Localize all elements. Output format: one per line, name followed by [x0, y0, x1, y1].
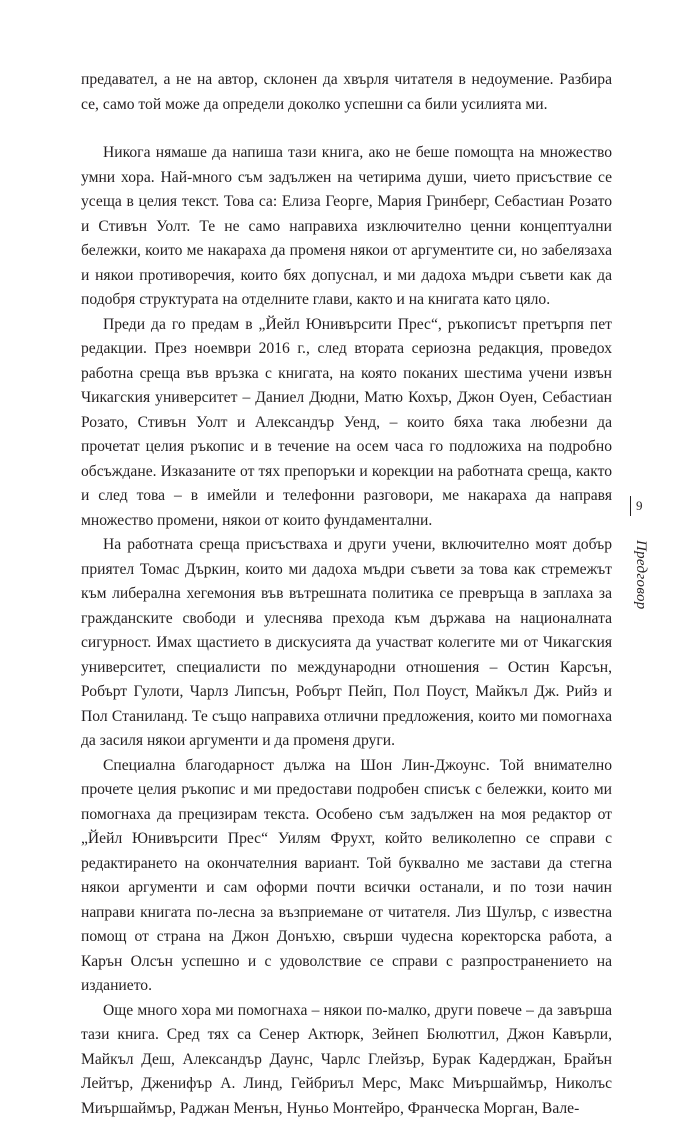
margin-rule: [630, 496, 631, 516]
paragraph-editors: Специална благодарност дължа на Шон Лин-Джоунс. Той внимателно прочете целия ръкопис и ми предостави подробен списък с бележки, които ми помогнаха да прецизирам текста. Особено съм задължен на моя редактор от „Йейл Юнивърсити Прес“ Уилям Фрухт, който великолепно се справи с редактирането на окончателния вариант. Той буквално ме застави да стегна някои аргументи и сам оформи почти всички останали, и по този начин направи книгата по-лесна за възприемане от читателя. Лиз Шулър, с известна помощ от страна на Джон Донъхю, свърши чудесна коректорска работа, а Карън Олсън успешно и с удоволствие се справи с разпространението на изданието.: [81, 754, 612, 999]
paragraph-workshop: Преди да го предам в „Йейл Юнивърсити Прес“, ръкописът претърпя пет редакции. През ноември 2016 г., след втората сериозна редакция, проведох работна среща във връзка с книгата, на която поканих шестима учени извън Чикагския университет – Даниел Дюдни, Матю Кохър, Джон Оуен, Себастиан Розато, Стивън Уолт и Александър Уенд, – които бяха така любезни да прочетат целия ръкопис и в течение на осем часа го подложиха на подробно обсъждане. Изказаните от тях препоръки и корекции на работната среща, както и след това – в имейли и телефонни разговори, ме накараха да направя множество промени, някои от които фундаментални.: [81, 313, 612, 534]
body-text: [81, 68, 612, 1121]
paragraph-continuation: предавател, а не на автор, склонен да хвърля читателя в недоумение. Разбира се, само той може да определи доколко успешни са били усилията ми.: [81, 68, 612, 117]
page-number: 9: [636, 498, 643, 514]
paragraph-acknowledgement-four: Никога нямаше да напиша тази книга, ако не беше помощта на множество умни хора. Най-много съм задължен на четирима души, чието присъствие се усеща в целия текст. Това са: Елиза Георге, Мария Гринберг, Себастиан Розато и Стивън Уолт. Те не само направиха изключително ценни концептуални бележки, които ме накараха да променя някои от аргументите си, но забелязаха и някои противоречия, които бях допуснал, и ми дадоха мъдри съвети как да подобря структурата на отделните глави, както и на книгата като цяло.: [81, 141, 612, 313]
paragraph-more-helpers: Още много хора ми помогнаха – някои по-малко, други повече – да завърша тази книга. Сред тях са Сенер Актюрк, Зейнеп Бюлютгил, Джон Кавърли, Майкъл Деш, Александър Даунс, Чарлс Глейзър, Бурак Кадерджан, Брайън Лейтър, Дженифър А. Линд, Гейбриъл Мерс, Макс Миършаймър, Николъс Миършаймър, Раджан Менън, Нуньо Монтейро, Франческа Морган, Вале-: [81, 999, 612, 1121]
running-head: Предговор: [632, 540, 649, 610]
paragraph-other-scholars: На работната среща присъстваха и други учени, включително моят добър приятел Томас Дъркин, които ми дадоха мъдри съвети за това как стремежът към либерална хегемония във вътрешната политика се превръща в заплаха за гражданските свободи и улеснява прехода към държава на националната сигурност. Имах щастието в дискусията да участват колегите ми от Чикагския университет, специалисти по международни отношения – Остин Карсън, Робърт Гулоти, Чарлз Липсън, Робърт Пейп, Пол Поуст, Майкъл Дж. Рийз и Пол Станиланд. Те също направиха отлични предложения, които ми помогнаха да засиля някои аргументи и да променя други.: [81, 533, 612, 754]
